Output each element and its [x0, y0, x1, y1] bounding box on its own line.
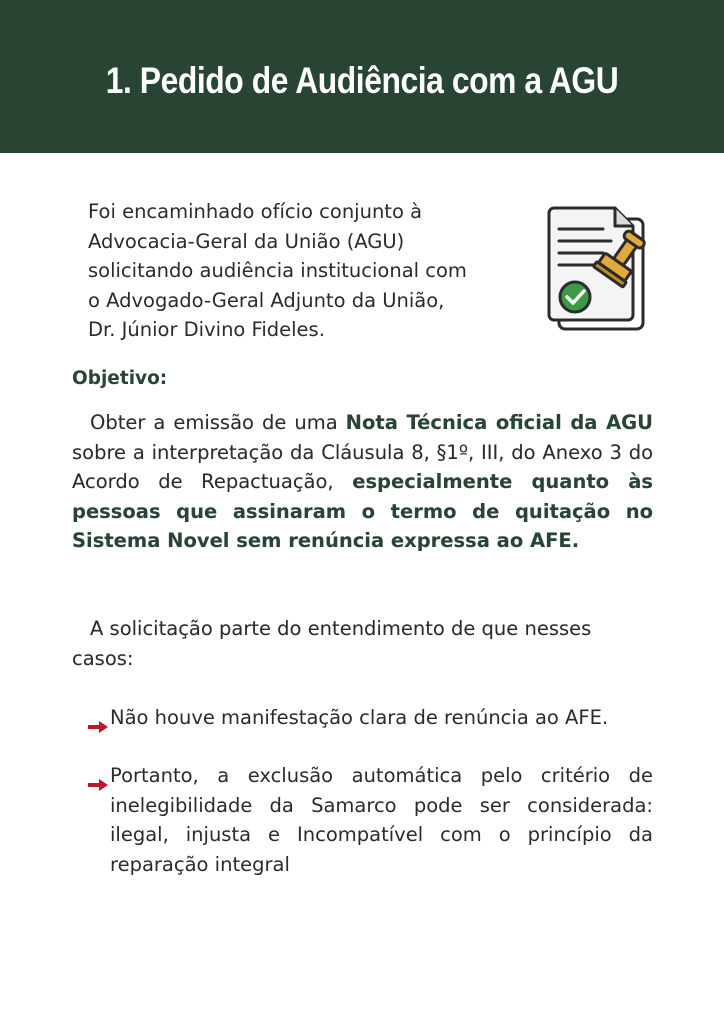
objetivo-heading: Objetivo: [72, 368, 168, 389]
intro-line: Advocacia-Geral da União (AGU) [88, 229, 405, 253]
intro-line: Dr. Júnior Divino Fideles. [88, 318, 325, 341]
page-title: 1. Pedido de Audiência com a AGU [105, 59, 619, 101]
objetivo-emphasis: especialmente quanto às pessoas que assinaram o termo de quitação no Sistema Novel sem renúncia expressa ao AFE. [72, 470, 653, 552]
list-item-text: Não houve manifestação clara de renúncia ao AFE. [110, 706, 609, 729]
objetivo-emphasis: Nota Técnica oficial da AGU [345, 411, 653, 434]
objetivo-text: sobre a interpretação da Cláusula 8, §1º, III, do Anexo 3 do Acordo de Repactuação, [72, 440, 653, 493]
list-item [88, 761, 653, 879]
objetivo-text: Obter a emissão de uma [90, 411, 346, 434]
arrow-right-icon [88, 761, 110, 879]
list-item [88, 703, 653, 742]
arrow-right-icon [88, 703, 110, 742]
intro-line: Foi encaminhado ofício conjunto à [88, 200, 423, 223]
approved-document-stamp-icon [545, 205, 653, 335]
list-item-text: Portanto, a exclusão automática pelo critério de inelegibilidade da Samarco pode ser considerada: ilegal, injusta e Incompatível com o princípio da reparação integral [110, 764, 653, 876]
header-banner [0, 0, 724, 153]
intro-line: solicitando audiência institucional com [88, 259, 467, 282]
solicitacao-text: A solicitação parte do entendimento de que nesses casos: [72, 617, 592, 670]
solicitacao-paragraph [72, 614, 653, 673]
intro-paragraph [88, 197, 528, 345]
objetivo-paragraph [72, 408, 653, 556]
intro-line: o Advogado-Geral Adjunto da União, [88, 288, 445, 312]
